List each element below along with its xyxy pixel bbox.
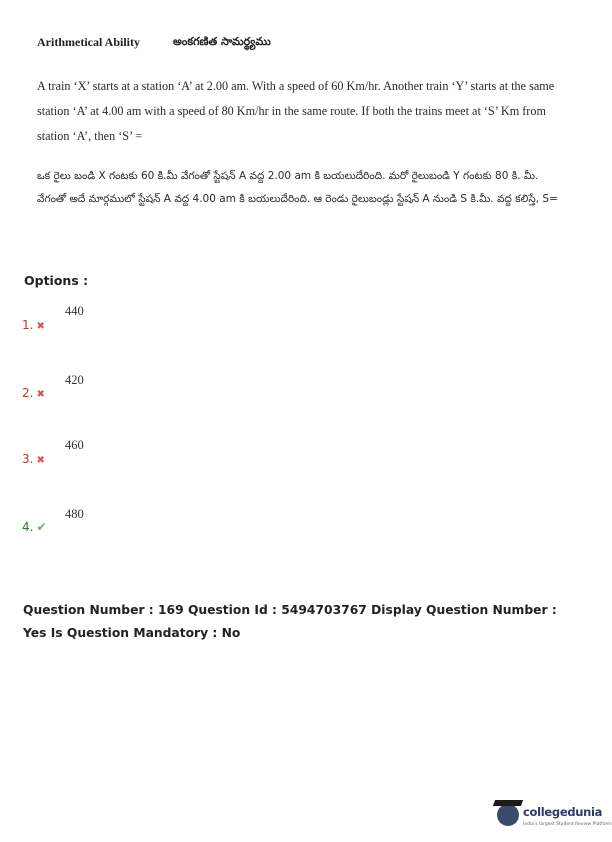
option-3 [22, 452, 45, 466]
option-1-value: 440 [65, 304, 84, 318]
subject-title-te: అంకగణిత సామర్థ్యము [173, 35, 271, 48]
subject-title-en: Arithmetical Ability [37, 35, 140, 49]
option-4-value: 480 [65, 507, 84, 521]
collegedunia-logo [493, 800, 612, 834]
logo-tagline: India's largest Student Review Platform [523, 822, 612, 827]
cross-icon: ✖ [36, 389, 45, 400]
option-1-number: 1. [22, 318, 34, 332]
option-3-number: 3. [22, 452, 34, 466]
cross-icon: ✖ [36, 321, 45, 332]
graduation-cap-icon [493, 800, 523, 806]
question-meta: Question Number : 169 Question Id : 5494703767 Display Question Number : Yes Is Question Mandatory : No [23, 603, 557, 640]
option-2 [22, 386, 45, 400]
question-text-en: A train ‘X’ starts at a station ‘A’ at 2.00 am. With a speed of 60 Km/hr. Another train ‘Y’ starts at the same station ‘A’ at 4.00 am with a speed of 80 Km/hr in the same route. If both the trains meet at ‘S’ Km from station ‘A’, then ‘S’ = [37, 79, 555, 143]
options-label: Options : [24, 273, 89, 288]
option-2-value: 420 [65, 373, 84, 387]
option-1 [22, 318, 45, 332]
cross-icon: ✖ [36, 455, 45, 466]
check-icon: ✔ [36, 520, 47, 534]
option-4-number: 4. [22, 520, 34, 534]
option-3-value: 460 [65, 438, 84, 452]
mascot-icon [497, 804, 519, 826]
logo-name: collegedunia [523, 805, 603, 819]
option-4 [22, 520, 47, 534]
option-2-number: 2. [22, 386, 34, 400]
question-text-te: ఒక రైలు బండి X గంటకు 60 కి.మీ వేగంతో స్టేషన్ A వద్ద 2.00 am కి బయలుదేరింది. మరో రైలుబండి Y గంటకు 80 కి. మీ. వేగంతో అదే మార్గములో స్టేషన్ A వద్ద 4.00 am కి బయలుదేరింది. ఆ రెండు రైలుబండ్లు స్టేషన్ A నుండి S కి.మీ. వద్ద కలిస్తే, S= [37, 170, 558, 205]
